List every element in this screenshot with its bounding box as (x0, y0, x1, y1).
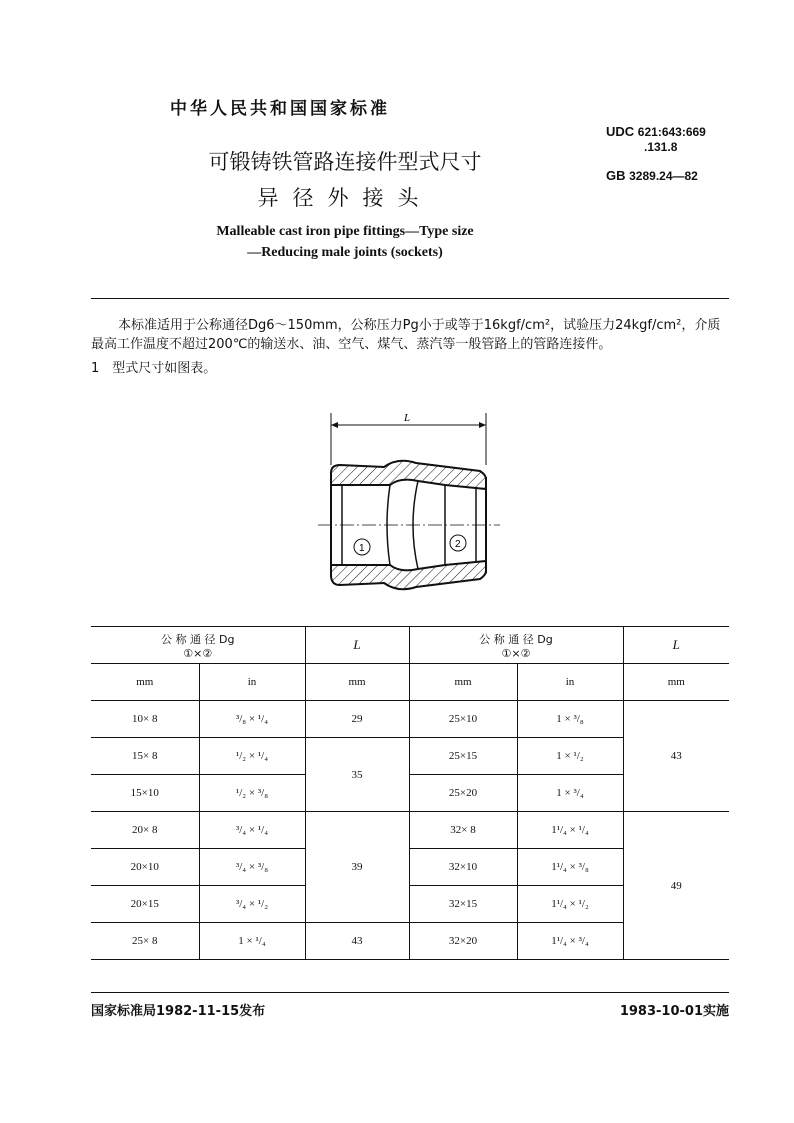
table-row: 20×10 ³/₄ × ³/₈ 32×10 1¹/₄ × ³/₈ (91, 849, 729, 886)
L-value: 29 (305, 701, 409, 738)
unit-mm: mm (91, 664, 199, 701)
gb-code: 3289.24—82 (629, 169, 698, 183)
scope-paragraph: 本标准适用于公称通径Dg6～150mm，公称压力Pg小于或等于16kgf/cm²，试验压力24kgf/cm²，介质最高工作温度不超过200℃的输送水、油、空气、煤气、蒸汽等一般管路上的管路连接件。 (91, 318, 721, 352)
unit-mm: mm (305, 664, 409, 701)
udc-label: UDC (606, 124, 635, 139)
reducing-socket-drawing (300, 405, 520, 605)
issue-date: 国家标准局1982-11-15发布 (91, 1004, 266, 1019)
issuing-country-standard: 中华人民共和国国家标准 (170, 99, 390, 119)
L-value: 39 (305, 812, 409, 923)
section-1-marker: 1 (359, 543, 365, 554)
L-value: 43 (623, 701, 729, 812)
table-row: 20×15 ³/₄ × ¹/₂ 32×15 1¹/₄ × ¹/₂ (91, 886, 729, 923)
unit-mm: mm (409, 664, 517, 701)
unit-in: in (199, 664, 305, 701)
table-row: 15× 8 ¹/₂ × ¹/₄ 35 25×15 1 × ¹/₂ (91, 738, 729, 775)
english-title-line2: —Reducing male joints (sockets) (247, 245, 443, 260)
table-header-dg-right: 公 称 通 径 Dg ①×② (409, 627, 623, 664)
document-title-line1: 可锻铸铁管路连接件型式尺寸 (208, 150, 482, 174)
table-header-L-right: L (623, 627, 729, 664)
L-value: 35 (305, 738, 409, 812)
table-row: 25× 8 1 × ¹/₄ 43 32×20 1¹/₄ × ³/₄ (91, 923, 729, 960)
unit-in: in (517, 664, 623, 701)
unit-mm: mm (623, 664, 729, 701)
udc-code-continued: .131.8 (644, 140, 678, 154)
L-value: 49 (623, 812, 729, 960)
effective-date: 1983-10-01实施 (619, 1004, 729, 1019)
gb-label: GB (606, 168, 626, 183)
table-row: 15×10 ¹/₂ × ³/₈ 25×20 1 × ³/₄ (91, 775, 729, 812)
table-header-dg-left: 公 称 通 径 Dg ①×② (91, 627, 305, 664)
udc-number (606, 124, 706, 139)
document-title-line2: 异径外接头 (257, 186, 433, 210)
english-title-line1: Malleable cast iron pipe fittings—Type size (216, 224, 474, 239)
footer-rule (91, 992, 729, 993)
section-1-heading: 1 型式尺寸如图表。 (91, 361, 217, 376)
dimension-table (91, 626, 729, 960)
section-2-marker: 2 (455, 539, 461, 550)
L-value: 43 (305, 923, 409, 960)
header-rule (91, 298, 729, 299)
table-row: 10× 8 ³/₈ × ¹/₄ 29 25×10 1 × ³/₈ 43 (91, 701, 729, 738)
table-header-L-left: L (305, 627, 409, 664)
udc-code: 621:643:669 (637, 125, 706, 139)
dimension-L-label: L (404, 412, 411, 424)
table-row: 20× 8 ³/₄ × ¹/₄ 39 32× 8 1¹/₄ × ¹/₄ 49 (91, 812, 729, 849)
